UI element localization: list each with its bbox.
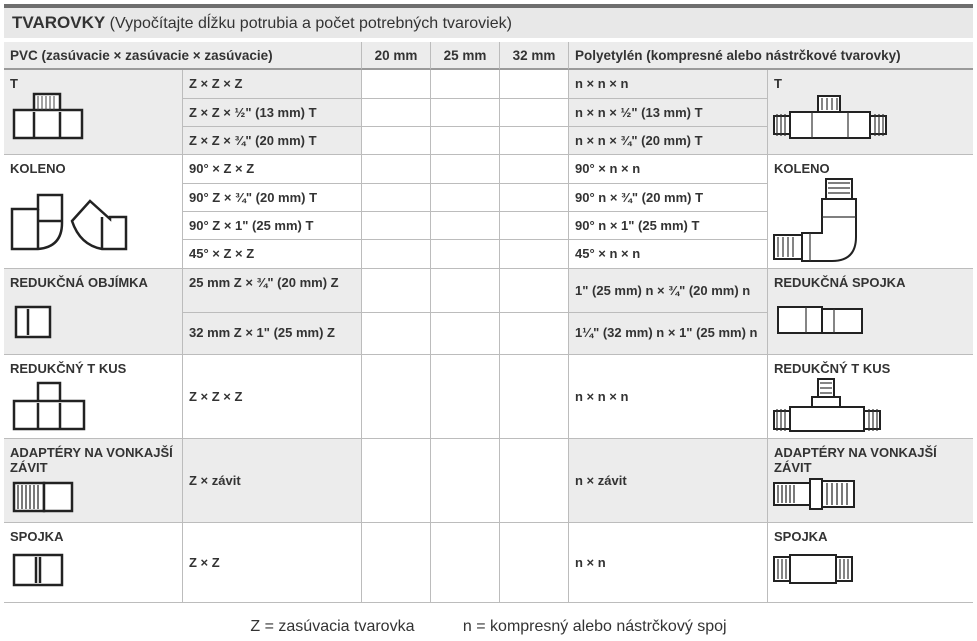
qty-cell[interactable] [431, 99, 500, 127]
pvc-reducer-label: REDUKČNÁ OBJÍMKA [10, 275, 148, 290]
header-20mm: 20 mm [362, 42, 431, 70]
pe-tee-size-1: n × n × n [569, 70, 768, 99]
title-bar [4, 4, 973, 38]
qty-cell[interactable] [431, 355, 500, 439]
pe-reducer-label: REDUKČNÁ SPOJKA [774, 275, 906, 290]
qty-cell[interactable] [431, 240, 500, 269]
pe-elbow-cell [768, 155, 973, 269]
pe-elbow-size-2: 90° n × ¾" (20 mm) T [569, 184, 768, 212]
pe-adapter-label: ADAPTÉRY NA VONKAJŠÍ ZÁVIT [774, 445, 937, 475]
pvc-reducing-tee-icon [12, 381, 86, 433]
qty-cell[interactable] [431, 313, 500, 355]
qty-cell[interactable] [431, 70, 500, 99]
pvc-coupling-size-text: Z × Z [189, 555, 220, 570]
pvc-reducer-cell [4, 269, 183, 355]
pvc-reducing-tee-label: REDUKČNÝ T KUS [10, 361, 127, 376]
legend-n: n = kompresný alebo nástrčkový spoj [462, 618, 727, 635]
pe-elbow-size-1: 90° × n × n [569, 155, 768, 184]
qty-cell[interactable] [500, 184, 569, 212]
header-pvc: PVC (zasúvacie × zasúvacie × zasúvacie) [4, 42, 362, 70]
pvc-tee-icon [12, 92, 84, 144]
pvc-elbow-icon [10, 193, 128, 253]
qty-cell[interactable] [431, 439, 500, 523]
legend-z: Z = zasúvacia tvarovka [250, 618, 415, 635]
title-main: TVAROVKY [12, 13, 106, 32]
pe-tee-cell [768, 70, 973, 155]
qty-cell[interactable] [362, 313, 431, 355]
pvc-adapter-icon [12, 481, 76, 515]
qty-cell[interactable] [362, 269, 431, 313]
qty-cell[interactable] [500, 155, 569, 184]
pvc-tee-label: T [10, 76, 18, 91]
qty-cell[interactable] [362, 155, 431, 184]
pvc-tee-size-1: Z × Z × Z [183, 70, 362, 99]
pe-adapter-size [569, 439, 768, 523]
qty-cell[interactable] [500, 355, 569, 439]
pvc-elbow-size-1: 90° × Z × Z [183, 155, 362, 184]
pvc-adapter-size [183, 439, 362, 523]
qty-cell[interactable] [500, 439, 569, 523]
qty-cell[interactable] [362, 99, 431, 127]
pvc-adapter-cell [4, 439, 183, 523]
pe-tee-size-3: n × n × ¾" (20 mm) T [569, 127, 768, 155]
pe-tee-size-2: n × n × ½" (13 mm) T [569, 99, 768, 127]
qty-cell[interactable] [500, 99, 569, 127]
qty-cell[interactable] [431, 184, 500, 212]
pe-reducing-tee-cell [768, 355, 973, 439]
pvc-reducer-size-2: 32 mm Z × 1" (25 mm) Z [183, 313, 362, 355]
pe-tee-icon [772, 92, 890, 144]
pe-reducer-cell [768, 269, 973, 355]
qty-cell[interactable] [431, 269, 500, 313]
pe-adapter-cell [768, 439, 973, 523]
header-25mm: 25 mm [431, 42, 500, 70]
pe-coupling-icon [772, 551, 856, 587]
qty-cell[interactable] [500, 523, 569, 603]
header-pe: Polyetylén (kompresné alebo nástrčkové tvarovky) [569, 42, 973, 70]
pvc-tee-cell [4, 70, 183, 155]
pvc-adapter-size-text: Z × závit [189, 473, 241, 488]
pe-adapter-icon [772, 477, 858, 513]
pe-coupling-size-text: n × n [575, 555, 606, 570]
qty-cell[interactable] [362, 212, 431, 240]
pe-tee-label: T [774, 76, 782, 91]
qty-cell[interactable] [362, 184, 431, 212]
pe-reducer-size-2: 1¼" (32 mm) n × 1" (25 mm) n [569, 313, 768, 355]
pvc-coupling-icon [12, 553, 66, 589]
qty-cell[interactable] [431, 212, 500, 240]
qty-cell[interactable] [362, 70, 431, 99]
pvc-elbow-size-3: 90° Z × 1" (25 mm) T [183, 212, 362, 240]
pe-coupling-label: SPOJKA [774, 529, 828, 544]
pvc-reducing-tee-cell [4, 355, 183, 439]
qty-cell[interactable] [431, 127, 500, 155]
pe-reducing-tee-size [569, 355, 768, 439]
pe-reducing-tee-icon [772, 377, 884, 437]
pvc-tee-size-2: Z × Z × ½" (13 mm) T [183, 99, 362, 127]
qty-cell[interactable] [362, 355, 431, 439]
pe-adapter-size-text: n × závit [575, 473, 627, 488]
pe-elbow-size-4: 45° × n × n [569, 240, 768, 269]
pe-reducing-tee-label: REDUKČNÝ T KUS [774, 361, 891, 376]
qty-cell[interactable] [362, 523, 431, 603]
qty-cell[interactable] [500, 70, 569, 99]
pvc-reducing-tee-size [183, 355, 362, 439]
qty-cell[interactable] [500, 269, 569, 313]
qty-cell[interactable] [362, 127, 431, 155]
pe-elbow-size-3: 90° n × 1" (25 mm) T [569, 212, 768, 240]
qty-cell[interactable] [431, 523, 500, 603]
pvc-elbow-size-4: 45° × Z × Z [183, 240, 362, 269]
header-32mm: 32 mm [500, 42, 569, 70]
qty-cell[interactable] [362, 240, 431, 269]
qty-cell[interactable] [500, 212, 569, 240]
pe-coupling-cell [768, 523, 973, 603]
pvc-reducer-size-1: 25 mm Z × ¾" (20 mm) Z [183, 269, 362, 313]
pvc-reducing-tee-size-text: Z × Z × Z [189, 389, 243, 404]
pvc-adapter-label: ADAPTÉRY NA VONKAJŠÍ ZÁVIT [10, 445, 173, 475]
pvc-coupling-size [183, 523, 362, 603]
pvc-coupling-label: SPOJKA [10, 529, 64, 544]
pvc-elbow-label: KOLENO [10, 161, 66, 176]
qty-cell[interactable] [500, 127, 569, 155]
qty-cell[interactable] [500, 313, 569, 355]
pe-reducer-size-1: 1" (25 mm) n × ¾" (20 mm) n [569, 269, 768, 313]
legend [0, 618, 977, 636]
pe-reducer-icon [776, 303, 866, 339]
fittings-table [4, 42, 973, 613]
pe-elbow-icon [772, 175, 872, 267]
qty-cell[interactable] [362, 439, 431, 523]
pe-elbow-label: KOLENO [774, 161, 830, 176]
pvc-coupling-cell [4, 523, 183, 603]
pvc-elbow-cell [4, 155, 183, 269]
qty-cell[interactable] [431, 155, 500, 184]
pvc-reducer-icon [12, 305, 54, 341]
pvc-elbow-size-2: 90° Z × ¾" (20 mm) T [183, 184, 362, 212]
title-sub: (Vypočítajte dĺžku potrubia a počet potrebných tvaroviek) [109, 15, 512, 32]
pe-coupling-size [569, 523, 768, 603]
pvc-tee-size-3: Z × Z × ¾" (20 mm) T [183, 127, 362, 155]
qty-cell[interactable] [500, 240, 569, 269]
pe-reducing-tee-size-text: n × n × n [575, 389, 629, 404]
